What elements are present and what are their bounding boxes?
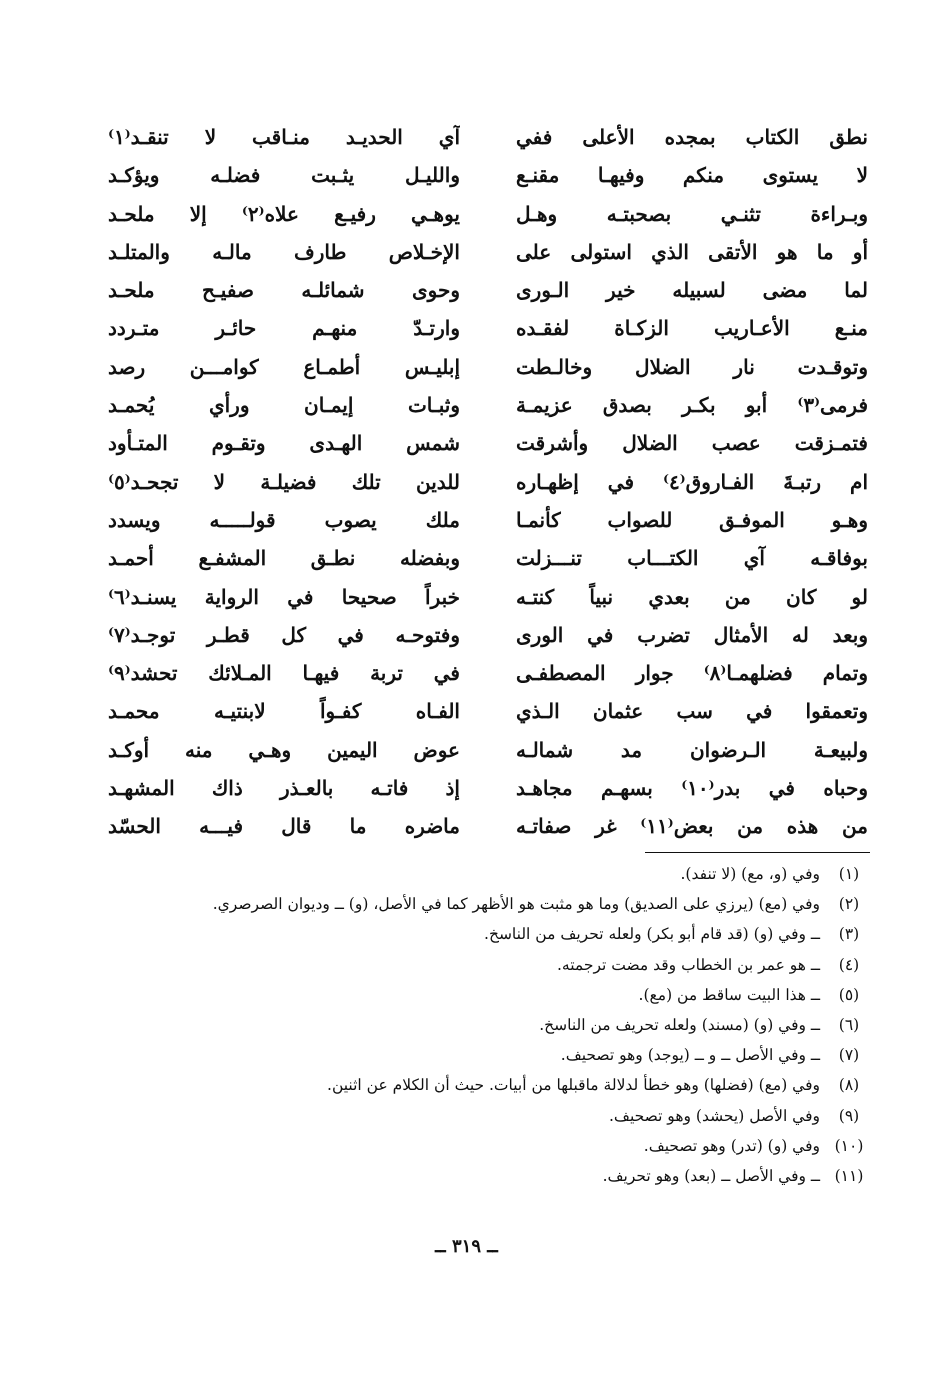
footnote-item	[110, 1161, 870, 1191]
page-number: ــ ٣١٩ ــ	[435, 1236, 498, 1257]
footnote-number: (٩)	[838, 1106, 860, 1125]
footnote-text: ــ وفي (و) (قد قام أبو بكر) ولعله تحريف من الناسخ.	[484, 925, 820, 944]
footnote-item	[110, 980, 870, 1010]
footnote-text: ــ هو عمر بن الخطاب وقد مضت ترجمته.	[556, 955, 820, 974]
verse-right-hemistich: نطق الكتاب بمجده الأعلى ففي	[516, 125, 868, 149]
verse-left-hemistich: ملك يصوب قولـــــه ويسدد	[108, 507, 460, 532]
verse-right-hemistich: ولبيعـة الـرضوان مد شمالـه	[516, 737, 868, 762]
footnote-text: ــ هذا البيت ساقط من (مع).	[638, 985, 820, 1004]
verse-right-hemistich: وتوقـدت نار الضلال وخالـطت	[516, 354, 868, 379]
verse-left-hemistich: وحوى شمائلـه صفيـح ملحـد	[108, 278, 460, 303]
verse-left-hemistich: ماضره ما قال فيـــه الحسّد	[108, 814, 460, 839]
verse-left-hemistich: وفتوحـه في كل قطـر توجـد⁽٧⁾	[108, 622, 460, 647]
verse-left-hemistich: آي الحديـد منـاقب لا تنقـد⁽١⁾	[108, 125, 460, 149]
verse-right-hemistich: وهـو الموفـق للصواب كأنمـا	[516, 507, 868, 532]
footnote-text: وفي الأصل (يحشد) وهو تصحيف.	[608, 1106, 820, 1125]
verse-left-hemistich: الفـاه كفـواً لابنتيـه محمـد	[108, 699, 460, 724]
footnote-item	[110, 859, 870, 889]
footnote-item	[110, 919, 870, 949]
footnote-item	[110, 1101, 870, 1131]
verse-right-hemistich: بوفاقـه آي الكتـــاب تنـــزلت	[516, 546, 868, 571]
footnote-item	[110, 1010, 870, 1040]
footnote-text: وفي (و) (تدر) وهو تصحيف.	[643, 1136, 820, 1155]
footnote-number: (٢)	[838, 895, 860, 914]
verse-right-hemistich: فرمى⁽٣⁾ أبو بكـر بصدق عزيمـة	[516, 393, 868, 418]
verse-left-hemistich: والليـل يثـبت فضلـه ويؤكـد	[108, 163, 460, 188]
footnote-number: (٣)	[838, 925, 860, 944]
verse-right-hemistich: وبعد له الأمثال تضرب في الورى	[516, 622, 868, 647]
footnote-item	[110, 889, 870, 919]
poem-block	[108, 118, 868, 846]
footnote-item	[110, 1131, 870, 1161]
verse-right-hemistich: من هذه من بعض⁽١١⁾ غر صفاتـه	[516, 814, 868, 839]
verse-right-hemistich: لو كان من بعدي نبياً كنتـه	[516, 584, 868, 609]
footnote-text: وفي (مع) (فضلها) وهو خطأ لدلالة ماقبلها من أبيات. حيث أن الكلام عن اثنين.	[327, 1076, 820, 1095]
verse-right-hemistich: وتعمقوا في سب عثمان الـذي	[516, 699, 868, 724]
verse-left-hemistich: عوض اليمين وهـي منه أوكـد	[108, 737, 460, 762]
footnote-text: ــ وفي الأصل ــ و ــ (يوجد) وهو تصحيف.	[560, 1046, 820, 1065]
footnote-item	[110, 1040, 870, 1070]
footnote-item	[110, 950, 870, 980]
verse-right-hemistich: ام رتبـةَ الفـاروق⁽٤⁾ في إظهـاره	[516, 469, 868, 494]
verse-left-hemistich: شمس الهـدى وتقـوم المتـأود	[108, 431, 460, 456]
verse-left-hemistich: وارتـدّ منهـم حائـر متـردد	[108, 316, 460, 341]
verse-right-hemistich: لما مضى لسبيله خير الـورى	[516, 278, 868, 303]
verse-right-hemistich: وتمام فضلهمـا⁽٨⁾ جوار المصطفـى	[516, 661, 868, 686]
footnote-number: (١١)	[834, 1166, 864, 1185]
footnote-number: (٨)	[838, 1076, 860, 1095]
footnote-separator	[645, 852, 870, 853]
verse-left-hemistich: إذ فاتـه بالعـذر ذاك المشهـد	[108, 776, 460, 801]
footnote-item	[110, 1070, 870, 1100]
footnotes	[110, 852, 870, 1191]
poem-left-column	[108, 118, 460, 846]
footnote-list	[110, 859, 870, 1191]
verse-left-hemistich: وبفضله نطـق المشفـع أحمـد	[108, 546, 460, 571]
verse-right-hemistich: منـع الأعـاريب الزكـاة لفقـده	[516, 316, 868, 341]
verse-right-hemistich: فتمـزقت عصب الضلال وأشرقت	[516, 431, 868, 456]
footnote-number: (٤)	[838, 955, 860, 974]
footnote-text: ــ وفي (و) (مسند) ولعله تحريف من الناسخ.	[539, 1015, 820, 1034]
footnote-text: وفي (مع) (يرزي على الصديق) وما هو مثبت هو الأظهر كما في الأصل، (و) ــ وديوان الصرصري.	[212, 895, 820, 914]
verse-right-hemistich: وبـراءة تثنـي بصحبتـه وهـل	[516, 201, 868, 226]
verse-left-hemistich: يوهـي رفيـع علاه⁽٢⁾ إلا ملحـد	[108, 201, 460, 226]
verse-right-hemistich: لا يستوى منكم وفيهـا مقنـع	[516, 163, 868, 188]
footnote-number: (١٠)	[834, 1136, 864, 1155]
verse-left-hemistich: وثبـات إيمـان ورأي يُحمـد	[108, 393, 460, 418]
poem-right-column	[516, 118, 868, 846]
footnote-number: (٦)	[838, 1015, 860, 1034]
verse-left-hemistich: إبليـس أطمـاع كوامـــن رصد	[108, 354, 460, 379]
verse-left-hemistich: الإخـلاص طارف مالـه والمتلـد	[108, 239, 460, 264]
footnote-text: ــ وفي الأصل ــ (بعد) وهو تحريف.	[602, 1166, 820, 1185]
footnote-number: (٧)	[838, 1046, 860, 1065]
verse-right-hemistich: أو ما هو الأتقى الذي استولى على	[516, 239, 868, 264]
footnote-text: وفي (و، مع) (لا تنفد).	[680, 865, 820, 883]
verse-left-hemistich: خبراً صحيحا في الرواية يسنـد⁽٦⁾	[108, 584, 460, 609]
footnote-number: (٥)	[838, 985, 860, 1004]
footnote-number: (١)	[838, 865, 860, 883]
verse-left-hemistich: في تربة فيهـا المـلائك تحشد⁽٩⁾	[108, 661, 460, 686]
verse-right-hemistich: وحباه في بدر⁽١٠⁾ بسهـم مجاهـد	[516, 776, 868, 801]
verse-left-hemistich: للدين تلك فضيلـة لا تجحـد⁽٥⁾	[108, 469, 460, 494]
